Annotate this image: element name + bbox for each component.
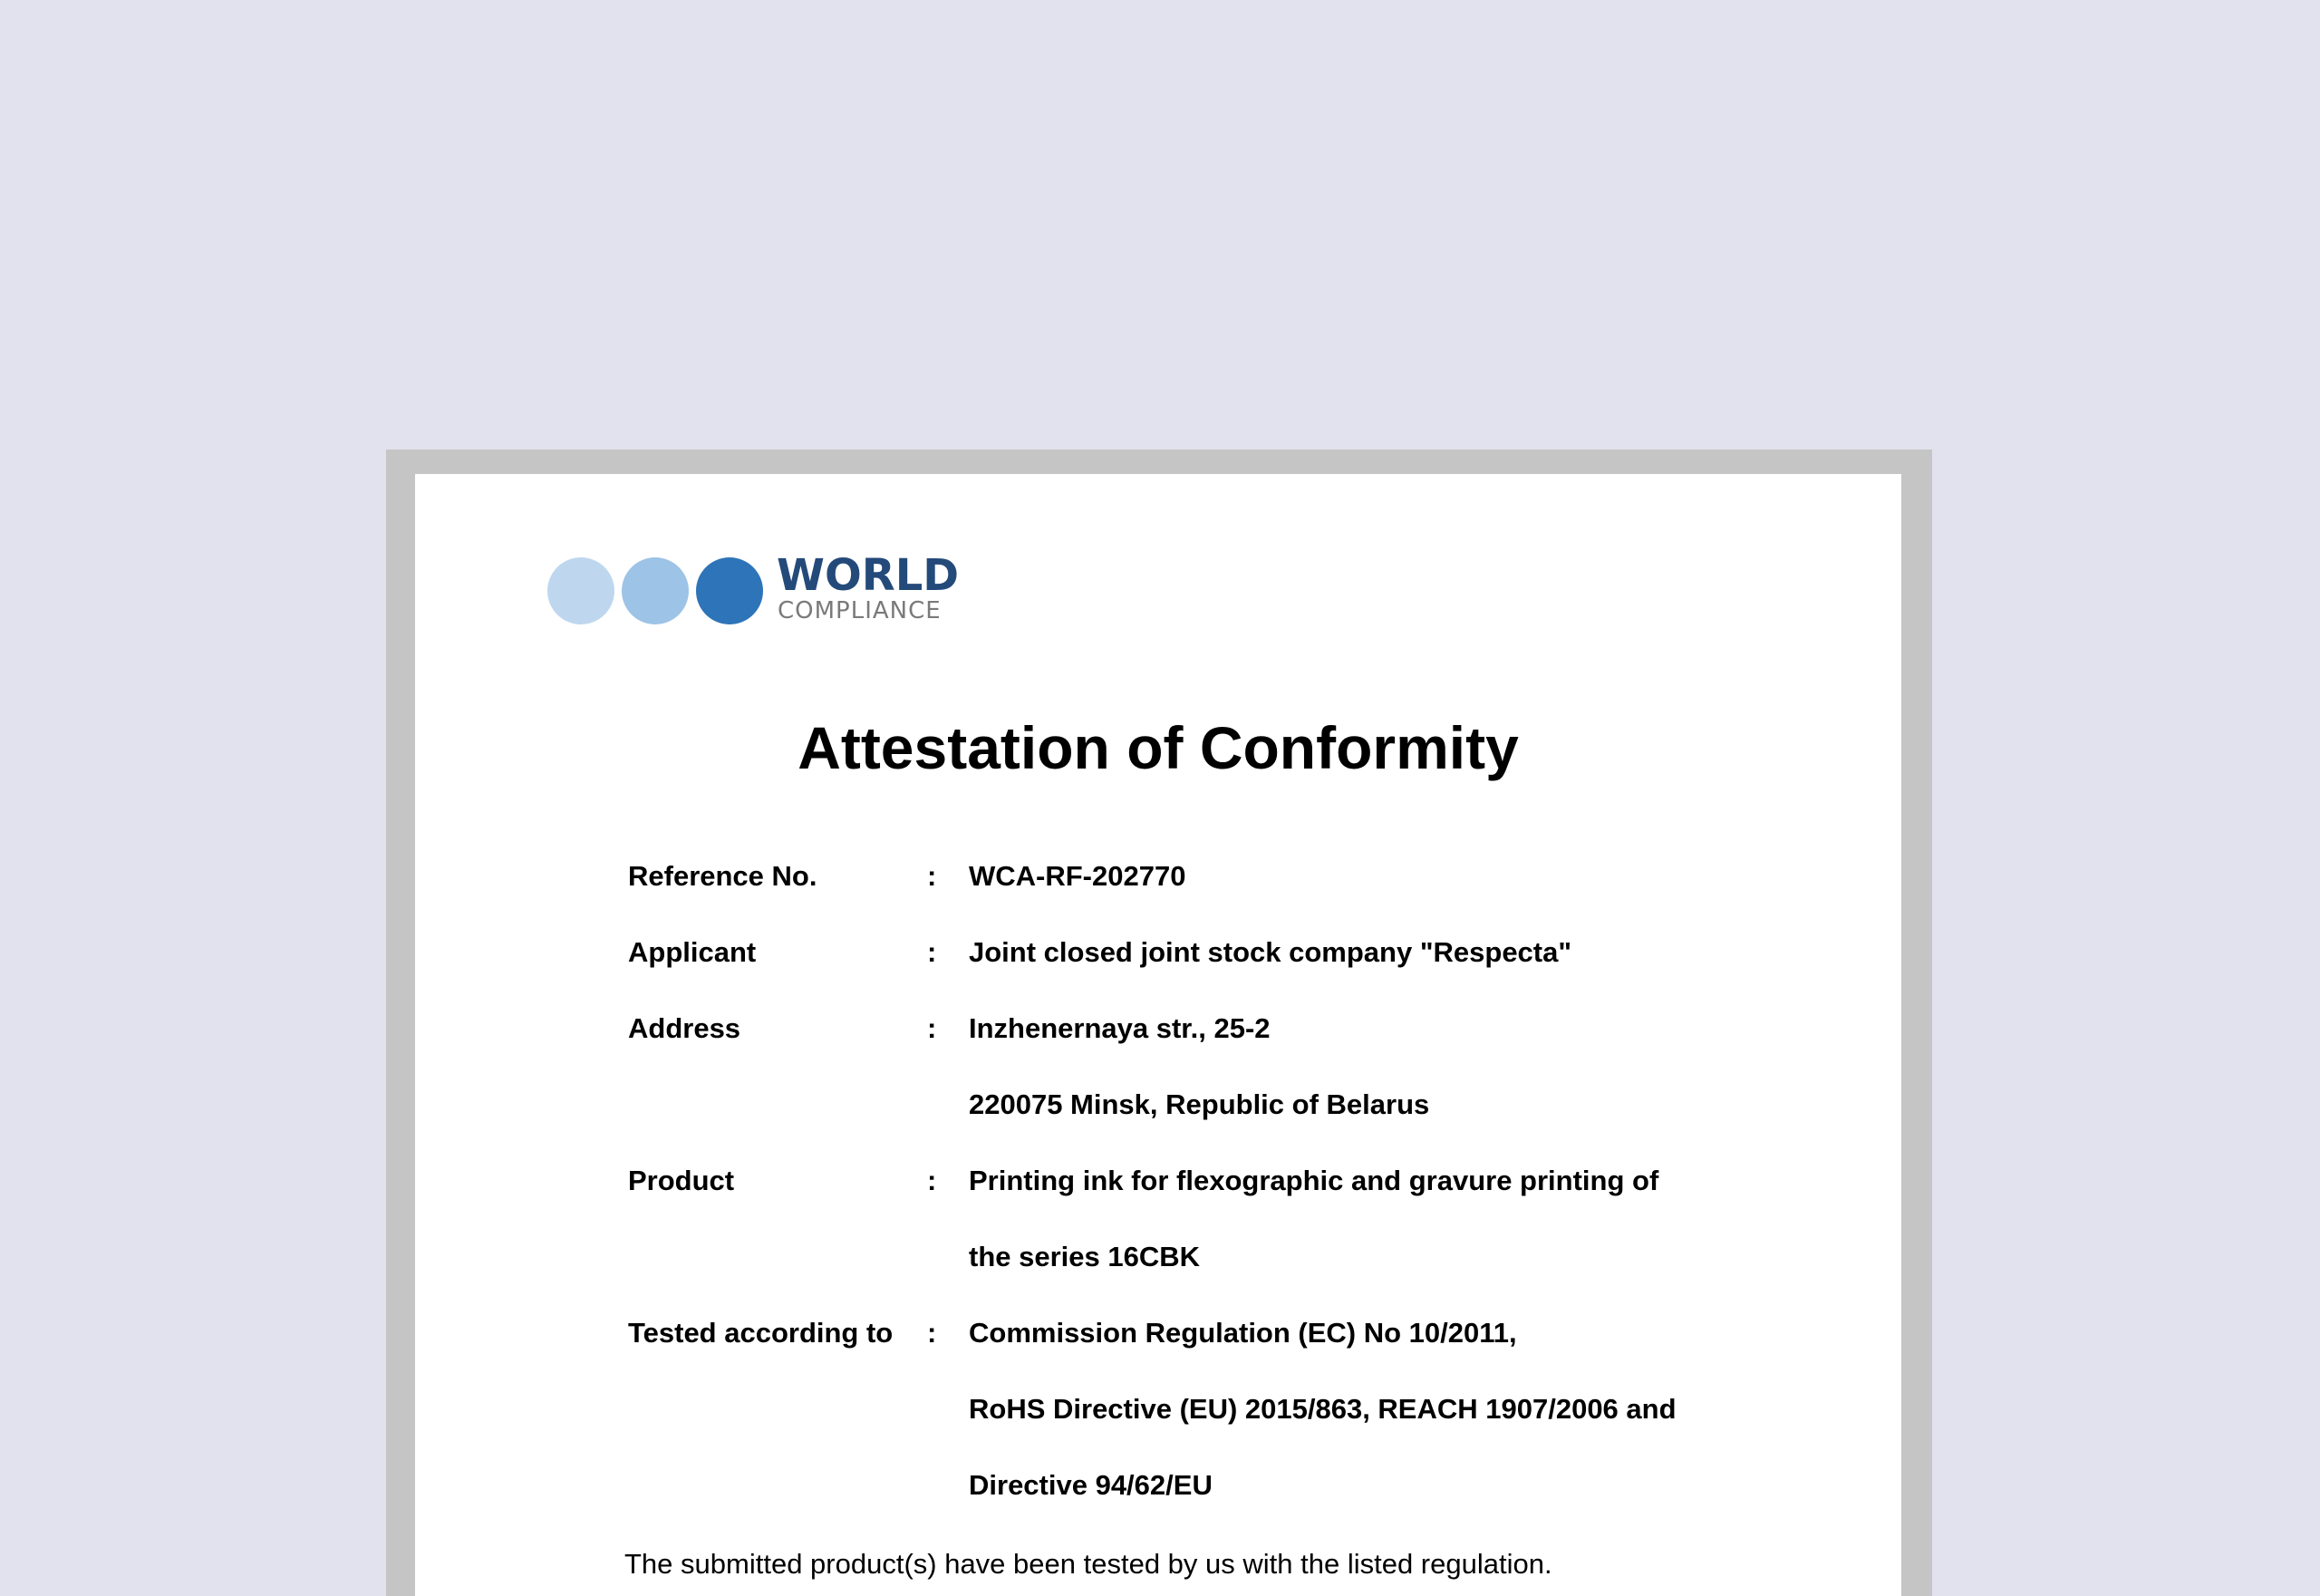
- field-value: RoHS Directive (EU) 2015/863, REACH 1907/2006 and: [969, 1393, 1677, 1425]
- field-label: Tested according to: [628, 1317, 894, 1349]
- statement-text: The submitted product(s) have been tested by us with the listed regulation.: [624, 1548, 1552, 1580]
- field-label: Reference No.: [628, 860, 817, 892]
- field-value: Commission Regulation (EC) No 10/2011,: [969, 1317, 1517, 1349]
- field-separator: :: [927, 1165, 937, 1196]
- logo-circle-dark-icon: [696, 557, 763, 624]
- field-value: Directive 94/62/EU: [969, 1469, 1213, 1501]
- field-label: Product: [628, 1165, 735, 1196]
- logo-circle-light-icon: [547, 557, 614, 624]
- logo-word: WORLD: [777, 550, 960, 601]
- field-separator: :: [927, 860, 937, 892]
- field-label: Applicant: [628, 936, 757, 968]
- field-separator: :: [927, 1012, 937, 1044]
- field-value: the series 16CBK: [969, 1241, 1201, 1272]
- field-value: Printing ink for flexographic and gravure printing of: [969, 1165, 1659, 1196]
- field-value: Inzhenernaya str., 25-2: [969, 1012, 1271, 1044]
- field-separator: :: [927, 936, 937, 968]
- document-title: Attestation of Conformity: [798, 714, 1519, 781]
- field-label: Address: [628, 1012, 741, 1044]
- document-page: [415, 474, 1901, 1596]
- field-value: 220075 Minsk, Republic of Belarus: [969, 1088, 1430, 1120]
- field-separator: :: [927, 1317, 937, 1349]
- logo-subtitle: COMPLIANCE: [778, 597, 942, 624]
- logo-circle-medium-icon: [622, 557, 689, 624]
- field-value: Joint closed joint stock company "Respecta": [969, 936, 1572, 968]
- field-value: WCA-RF-202770: [969, 860, 1186, 892]
- world-compliance-logo: [547, 552, 964, 628]
